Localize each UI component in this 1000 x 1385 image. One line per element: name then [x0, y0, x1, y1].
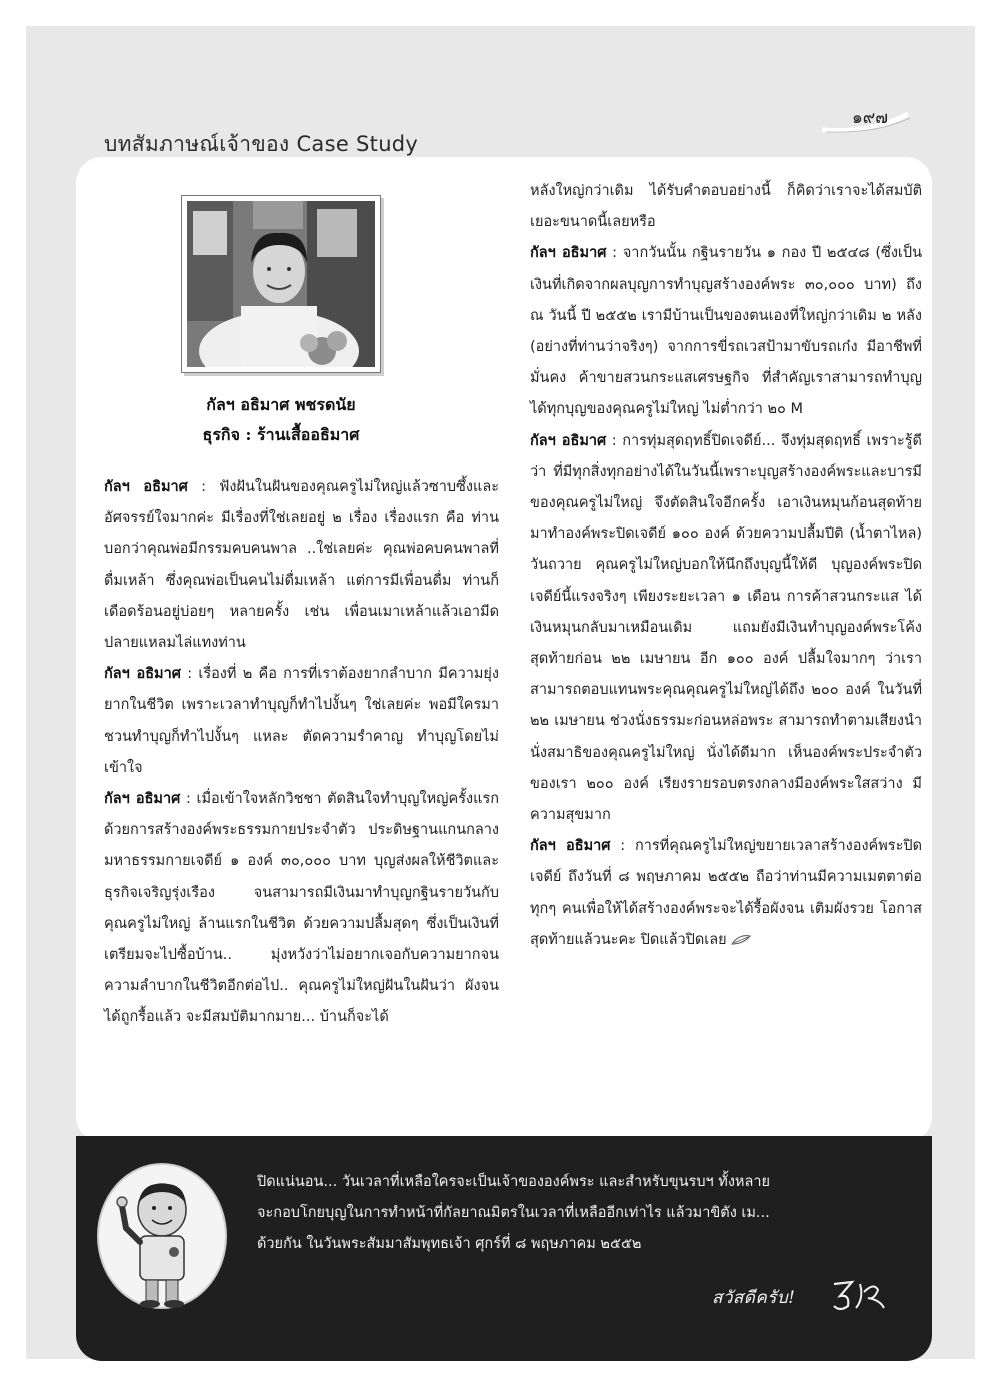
speaker-separator: : — [606, 432, 623, 449]
paragraph-text: เมื่อเข้าใจหลักวิชชา ตัดสินใจทำบุญใหญ่ครั้งแรกด้วยการสร้างองค์พระธรรมกายประจำตัว ประดิษฐานแกนกลางมหาธรรมกายเจดีย์ ๑ องค์ ๓๐,๐๐๐ บาท บุญส่งผลให้ชีวิตและธุรกิจเจริญรุ่งเรือง จนสามารถมีเงินมาทำบุญกฐินรายวันกับคุณครูไม่ใหญ่ ล้านแรกในชีวิต ด้วยความปลื้มสุดๆ ซึ่งเป็นเงินที่เตรียมจะไปซื้อบ้าน.. มุ่งหวังว่าไม่อยากเจอกับความยากจน ความลำบากในชีวิตอีกต่อไป.. คุณครูไม่ใหญ่ฝันในฝันว่า ผังจนได้ถูกรื้อแล้ว จะมีสมบัติมากมาย... บ้านก็จะได้ — [104, 791, 500, 1026]
paragraph-text: การที่คุณครูไม่ใหญ่ขยายเวลาสร้างองค์พระปิดเจดีย์ ถึงวันที่ ๘ พฤษภาคม ๒๕๕๒ ถือว่าท่านมีความเมตตาต่อทุกๆ คนเพื่อให้ได้สร้างองค์พระจะได้รื้อผังจน เติมผังรวย โอกาสสุดท้ายแล้วนะคะ ปิดแล้วปิดเลย — [530, 838, 922, 948]
paragraph-text: หลังใหญ่กว่าเดิม ได้รับคำตอบอย่างนี้ ก็คิดว่าเราจะได้สมบัติเยอะขนาดนี้เลยหรือ — [530, 183, 922, 231]
speaker-separator: : — [606, 245, 623, 262]
paragraph — [530, 831, 922, 956]
article-column-left — [104, 472, 499, 1034]
profile-photo — [181, 195, 381, 373]
speaker-label: กัลฯ อธิมาศ — [104, 791, 181, 808]
profile-name: กัลฯ อธิมาศ พชรดนัย — [206, 395, 356, 414]
cartoon-man-thumbs-up-icon — [96, 1162, 236, 1312]
paragraph-text: เรื่องที่ ๒ คือ การที่เราต้องยากลำบาก มีความยุ่งยากในชีวิต เพราะเวลาทำบุญก็ทำไปงั้นๆ ใช่เลยค่ะ พอมีใครมาชวนทำบุญก็ทำไปงั้นๆ แหละ ตัดความรำคาญ ทำบุญโดยไม่เข้าใจ — [104, 666, 500, 776]
speaker-separator: : — [180, 791, 197, 808]
paragraph — [530, 176, 922, 238]
page-number: ๑๙๗ — [852, 108, 889, 128]
paragraph-text: การทุ่มสุดฤทธิ์ปิดเจดีย์... จึงทุ่มสุดฤทธิ์ เพราะรู้ดีว่า ที่มีทุกสิ่งทุกอย่างได้ในวันนี้เพราะบุญสร้างองค์พระและบารมีของคุณครูไม่ใหญ่ จึงตัดสินใจอีกครั้ง เอาเงินหมุนก้อนสุดท้ายมาทำองค์พระปิดเจดีย์ ๑๐๐ องค์ ด้วยความปลื้มปีติ (น้ำตาไหล) วันถวาย คุณครูไม่ใหญ่บอกให้นึกถึงบุญนี้ให้ดี บุญองค์พระปิดเจดีย์นี้แรงจริงๆ เพียงระยะเวลา ๑ เดือน การค้าสวนกระแส ได้เงินหมุนกลับมาเหมือนเดิม แถมยังมีเงินทำบุญองค์พระโค้งสุดท้ายก่อน ๒๒ เมษายน อีก ๑๐๐ องค์ ปลื้มใจมากๆ ว่าเราสามารถตอบแทนพระคุณคุณครูไม่ใหญ่ได้ถึง ๒๐๐ องค์ ในวันที่ ๒๒ เมษายน ช่วงนั่งธรรมะก่อนหล่อพระ สามารถทำตามเสียงนำนั่งสมาธิของคุณครูไม่ใหญ่ นั่งได้ดีมาก เห็นองค์พระประจำตัวของเรา ๒๐๐ องค์ เรียงรายรอบตรงกลางมีองค์พระใสสว่าง มีความสุขมาก — [530, 432, 922, 824]
paragraph-text: จากวันนั้น กฐินรายวัน ๑ กอง ปี ๒๕๔๘ (ซึ่งเป็นเงินที่เกิดจากผลบุญการทำบุญสร้างองค์พระ ๓๐,๐๐๐ บาท) ถึง ณ วันนี้ ปี ๒๕๕๒ เรามีบ้านเป็นของตนเองที่ใหญ่กว่าเดิม ๒ หลัง (อย่างที่ท่านว่าจริงๆ) จากการขี่รถเวสป้ามาขับรถเก๋ง มีอาชีพที่มั่นคง ค้าขายสวนกระแสเศรษฐกิจ ที่สำคัญเราสามารถทำบุญได้ทุกบุญของคุณครูไม่ใหญ่ ไม่ต่ำกว่า ๒๐ M — [530, 245, 922, 418]
article-column-right — [530, 176, 922, 956]
speaker-label: กัลฯ อธิมาศ — [530, 838, 611, 855]
paragraph-text: ฟังฝันในฝันของคุณครูไม่ใหญ่แล้วซาบซึ้งและอัศจรรย์ใจมากค่ะ มีเรื่องที่ใช่เลยอยู่ ๒ เรื่อง เรื่องแรก คือ ท่านบอกว่าคุณพ่อมีกรรมคบคนพาล ..ใช่เลยค่ะ คุณพ่อคบคนพาลที่ดื่มเหล้า ซึ่งคุณพ่อเป็นคนไม่ดื่มเหล้า แต่การมีเพื่อนดื่ม ท่านก็เดือดร้อนอยู่บ่อยๆ หลายครั้ง เช่น เพื่อนเมาเหล้าแล้วเอามีดปลายแหลมไล่แทงท่าน — [104, 479, 499, 652]
footer-line: ด้วยกัน ในวันพระสัมมาสัมพุทธเจ้า ศุกร์ที่ ๘ พฤษภาคม ๒๕๕๒ — [257, 1236, 642, 1252]
paragraph — [530, 238, 922, 425]
paragraph — [530, 426, 922, 832]
speaker-label: กัลฯ อธิมาศ — [530, 245, 607, 262]
speaker-label: กัลฯ อธิมาศ — [104, 666, 181, 683]
speaker-separator: : — [610, 838, 635, 855]
leaf-end-mark-icon — [731, 934, 751, 946]
profile-business: ธุรกิจ : ร้านเสื้ออธิมาศ — [202, 425, 360, 444]
speaker-label: กัลฯ อธิมาศ — [530, 432, 607, 449]
footer-text — [257, 1167, 907, 1260]
signature: สวัสดีครับ! — [712, 1288, 796, 1308]
speaker-separator: : — [187, 479, 220, 495]
speaker-label: กัลฯ อธิมาศ — [104, 479, 188, 495]
paragraph — [104, 784, 499, 1034]
portrait-image — [187, 201, 375, 367]
paragraph — [104, 472, 499, 659]
footer-line: ปิดแน่นอน... วันเวลาที่เหลือใครจะเป็นเจ้าขององค์พระ และสำหรับขุนรบฯ ทั้งหลาย — [257, 1174, 770, 1190]
handwritten-signature-icon — [830, 1278, 890, 1314]
footer-line: จะกอบโกยบุญในการทำหน้าที่กัลยาณมิตรในเวลาที่เหลืออีกเท่าไร แล้วมาขิตัง เม... — [257, 1205, 770, 1221]
speaker-separator: : — [180, 666, 199, 683]
section-title: บทสัมภาษณ์เจ้าของ Case Study — [104, 132, 419, 156]
paragraph — [104, 659, 499, 784]
